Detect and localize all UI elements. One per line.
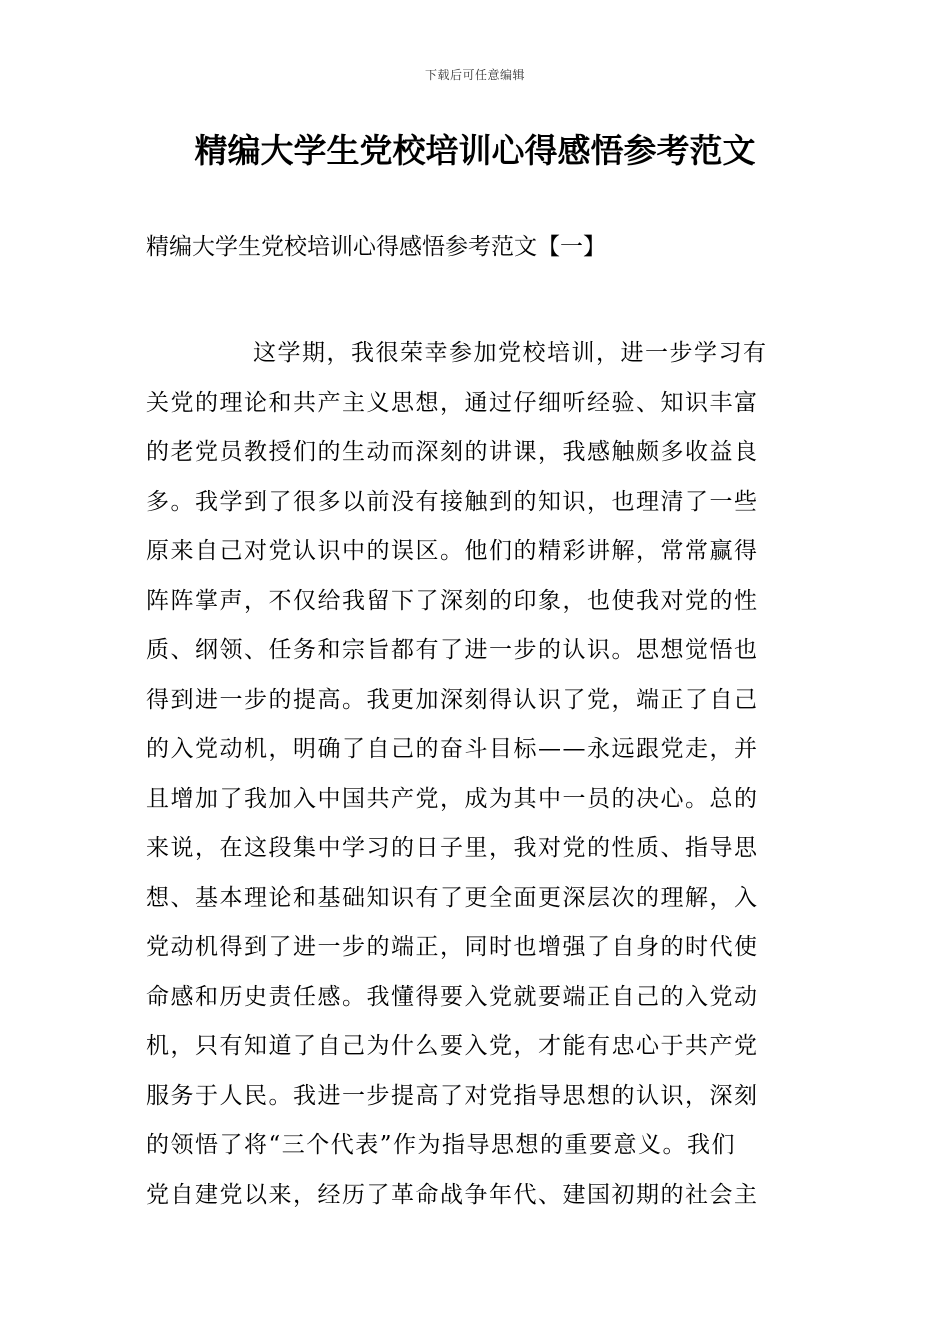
document-title: 精编大学生党校培训心得感悟参考范文 — [194, 131, 756, 170]
paragraph-line: 这学期，我很荣幸参加党校培训，进一步学习有 — [253, 340, 768, 366]
paragraph-line: 原来自己对党认识中的误区。他们的精彩讲解，常常赢得 — [146, 538, 759, 564]
paragraph-line: 得到进一步的提高。我更加深刻得认识了党，端正了自己 — [146, 686, 759, 713]
paragraph-line: 来说，在这段集中学习的日子里，我对党的性质、指导思 — [146, 835, 759, 861]
paragraph-line: 机，只有知道了自己为什么要入党，才能有忠心于共产党 — [146, 1033, 759, 1059]
paragraph-line: 的领悟了将“三个代表”作为指导思想的重要意义。我们 — [146, 1132, 737, 1158]
paragraph-line: 命感和历史责任感。我懂得要入党就要端正自己的入党动 — [146, 983, 759, 1010]
paragraph-line: 的老党员教授们的生动而深刻的讲课，我感触颇多收益良 — [146, 439, 759, 465]
paragraph-line: 想、基本理论和基础知识有了更全面更深层次的理解，入 — [146, 884, 759, 911]
paragraph-line: 党自建党以来，经历了革命战争年代、建国初期的社会主 — [146, 1181, 759, 1208]
paragraph-line: 党动机得到了进一步的端正，同时也增强了自身的时代使 — [146, 934, 759, 960]
paragraph-line: 且增加了我加入中国共产党，成为其中一员的决心。总的 — [146, 785, 759, 812]
body-paragraph — [146, 329, 810, 1220]
paragraph-line: 服务于人民。我进一步提高了对党指导思想的认识，深刻 — [146, 1082, 759, 1109]
paragraph-line: 质、纲领、任务和宗旨都有了进一步的认识。思想觉悟也 — [146, 637, 759, 663]
paragraph-line: 多。我学到了很多以前没有接触到的知识，也理清了一些 — [146, 488, 759, 515]
paragraph-line: 阵阵掌声，不仅给我留下了深刻的印象，也使我对党的性 — [146, 587, 759, 614]
paragraph-line: 的入党动机，明确了自己的奋斗目标——永远跟党走，并 — [146, 736, 759, 762]
section-heading: 精编大学生党校培训心得感悟参考范文【一】 — [146, 234, 606, 260]
header-note: 下载后可任意编辑 — [424, 68, 525, 82]
paragraph-line: 关党的理论和共产主义思想，通过仔细听经验、知识丰富 — [146, 389, 759, 416]
